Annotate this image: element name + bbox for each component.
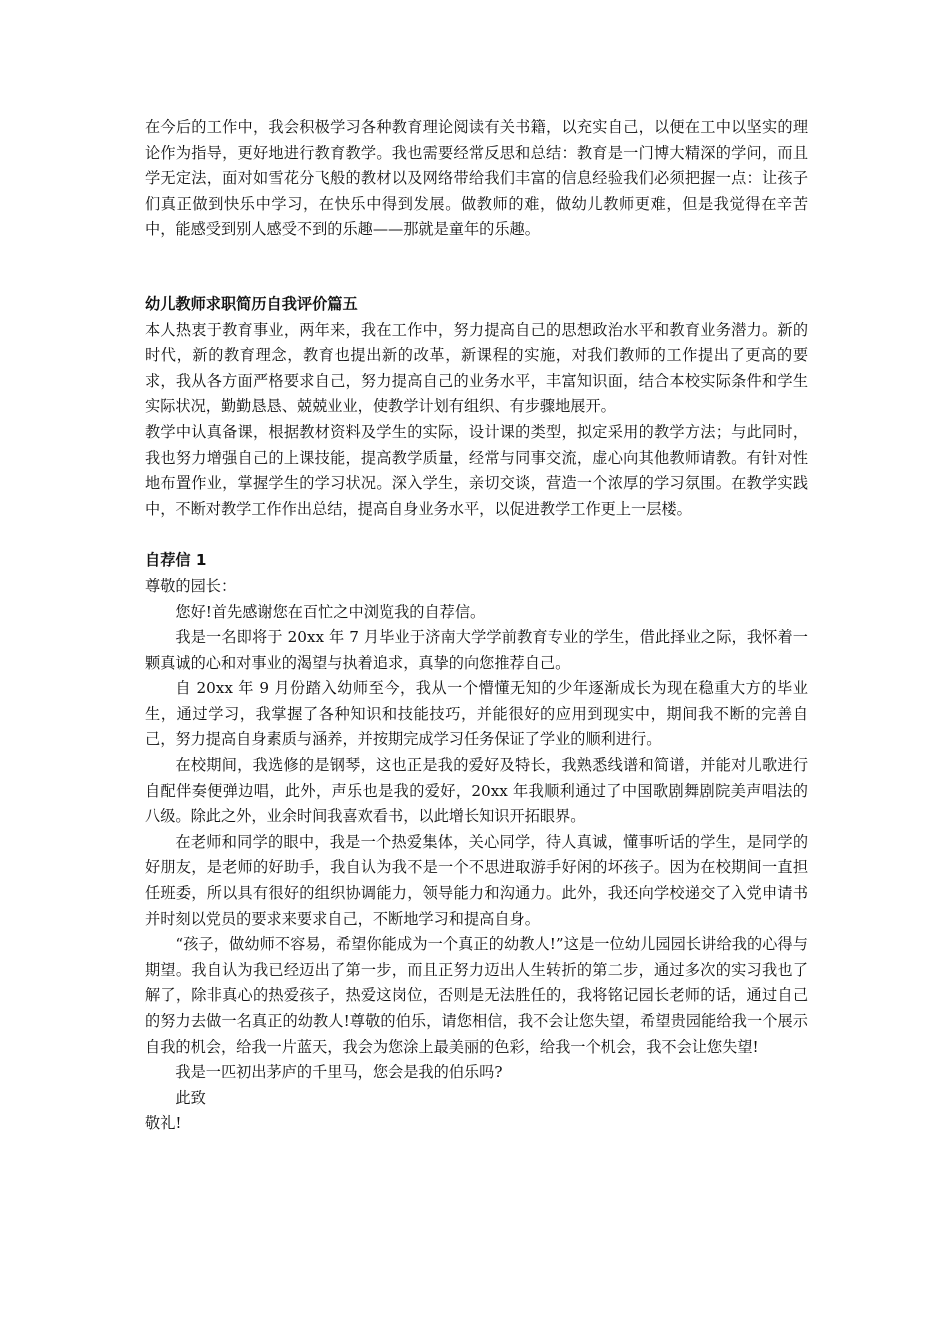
letter-paragraph-7: 我是一匹初出茅庐的千里马，您会是我的伯乐吗? — [175, 1063, 503, 1082]
letter-salutation: 尊敬的园长： — [145, 576, 237, 595]
letter-paragraph-1: 您好!首先感谢您在百忙之中浏览我的自荐信。 — [175, 602, 486, 621]
spacer — [145, 522, 808, 548]
letter-closing: 敬礼! — [145, 1114, 182, 1133]
section2-title: 幼儿教师求职简历自我评价篇五 — [145, 294, 358, 313]
letter-paragraph-5: 在老师和同学的眼中，我是一个热爱集体，关心同学，待人真诚，懂事听话的学生，是同学的好朋友，是老师的好助手，我自认为我不是一个不思进取游手好闲的坏孩子。因为在校期间一直担任班委，所以具有很好的组织协调能力，领导能力和沟通力。此外，我还向学校递交了入党申请书并时刻以党员的要求来要求自己，不断地学习和提高自身。 — [145, 832, 808, 928]
letter-paragraph-3: 自 20xx 年 9 月份踏入幼师至今，我从一个懵懂无知的少年逐渐成长为现在稳重大方的毕业生，通过学习，我掌握了各种知识和技能技巧，并能很好的应用到现实中，期间我不断的完善自己，努力提高自身素质与涵养，并按期完成学习任务保证了学业的顺利进行。 — [145, 679, 808, 749]
section1-paragraph: 在今后的工作中，我会积极学习各种教育理论阅读有关书籍，以充实自己，以便在工中以坚实的理论作为指导，更好地进行教育教学。我也需要经常反思和总结：教育是一门博大精深的学问，而且学无定法，面对如雪花分飞般的教材以及网络带给我们丰富的信息经验我们必须把握一点：让孩子们真正做到快乐中学习，在快乐中得到发展。做教师的难，做幼儿教师更难，但是我觉得在辛苦中，能感受到别人感受不到的乐趣——那就是童年的乐趣。 — [145, 118, 808, 239]
document-page — [145, 115, 808, 1137]
section2-paragraph-2: 教学中认真备课，根据教材资料及学生的实际，设计课的类型，拟定采用的教学方法；与此同时，我也努力增强自己的上课技能，提高教学质量，经常与同事交流，虚心向其他教师请教。有针对性地布置作业，掌握学生的学习状况。深入学生，亲切交谈，营造一个浓厚的学习氛围。在教学实践中，不断对教学工作作出总结，提高自身业务水平，以促进教学工作更上一层楼。 — [145, 422, 808, 518]
letter-paragraph-6: “孩子，做幼师不容易，希望你能成为一个真正的幼教人!”这是一位幼儿园园长讲给我的心得与期望。我自认为我已经迈出了第一步，而且正努力迈出人生转折的第二步，通过多次的实习我也了解了，除非真心的热爱孩子，热爱这岗位，否则是无法胜任的，我将铭记园长老师的话，通过自己的努力去做一名真正的幼教人!尊敬的伯乐，请您相信，我不会让您失望，希望贵园能给我一个展示自我的机会，给我一片蓝天，我会为您涂上最美丽的色彩，给我一个机会，我不会让您失望! — [145, 935, 808, 1056]
spacer — [145, 243, 808, 292]
letter-paragraph-8: 此致 — [175, 1088, 206, 1107]
section2-paragraph-1: 本人热衷于教育事业，两年来，我在工作中，努力提高自己的思想政治水平和教育业务潜力。新的时代，新的教育理念，教育也提出新的改革，新课程的实施，对我们教师的工作提出了更高的要求，我从各方面严格要求自己，努力提高自己的业务水平，丰富知识面，结合本校实际条件和学生实际状况，勤勤恳恳、兢兢业业，使教学计划有组织、有步骤地展开。 — [145, 320, 808, 416]
section3-title: 自荐信 1 — [145, 551, 207, 570]
letter-paragraph-2: 我是一名即将于 20xx 年 7 月毕业于济南大学学前教育专业的学生，借此择业之际，我怀着一颗真诚的心和对事业的渴望与执着追求，真挚的向您推荐自己。 — [145, 628, 808, 672]
letter-paragraph-4: 在校期间，我选修的是钢琴，这也正是我的爱好及特长，我熟悉线谱和简谱，并能对儿歌进行自配伴奏便弹边唱，此外，声乐也是我的爱好，20xx 年我顺利通过了中国歌剧舞剧院美声唱法的八级。除此之外，业余时间我喜欢看书，以此增长知识开拓眼界。 — [145, 756, 808, 826]
